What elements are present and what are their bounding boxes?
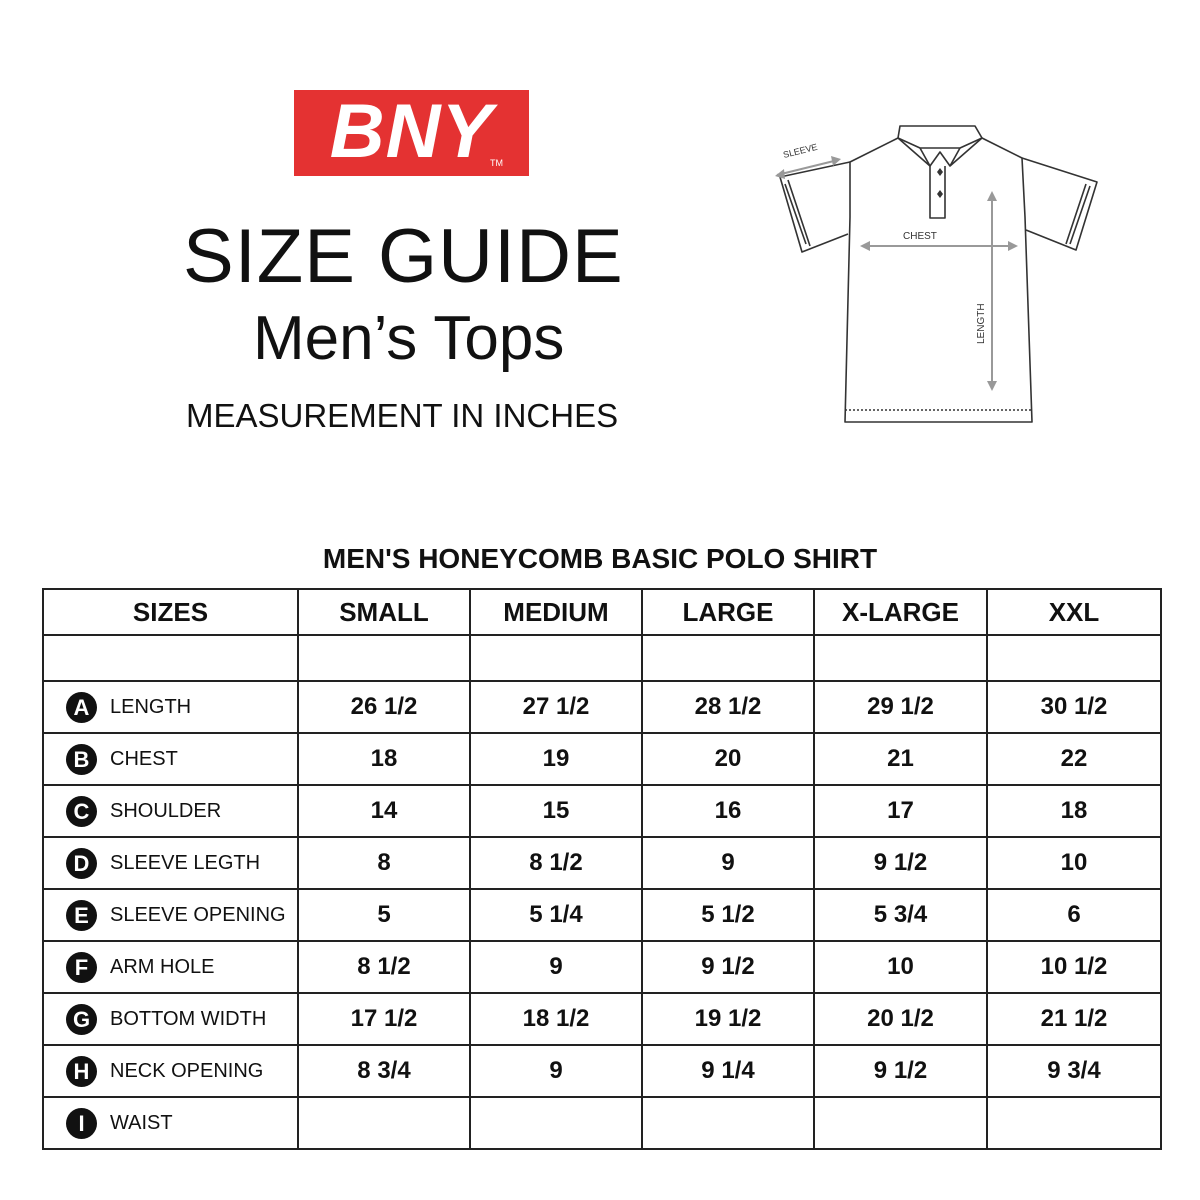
table-cell: 8 1/2 [470,837,642,889]
table-row [43,681,1161,733]
table-cell: 20 1/2 [814,993,987,1045]
table-cell: 5 1/4 [470,889,642,941]
table-cell: 6 [987,889,1161,941]
brand-logo [294,90,529,176]
table-header-row [43,589,1161,635]
measurement-label [43,681,298,733]
polo-shirt-diagram [770,122,1110,432]
table-cell: 27 1/2 [470,681,642,733]
table-cell [470,1097,642,1149]
logo-text: BNY [329,89,494,174]
letter-badge: F [66,952,97,983]
column-header: LARGE [642,589,814,635]
measurement-label [43,889,298,941]
table-cell: 18 [987,785,1161,837]
table-cell: 5 3/4 [814,889,987,941]
label-text: ARM HOLE [110,956,215,978]
empty-row [43,635,1161,681]
table-cell: 15 [470,785,642,837]
table-cell: 8 3/4 [298,1045,470,1097]
table-cell: 9 1/2 [814,1045,987,1097]
letter-badge: A [66,692,97,723]
table-cell: 30 1/2 [987,681,1161,733]
table-cell: 5 [298,889,470,941]
column-header: XXL [987,589,1161,635]
column-header: X-LARGE [814,589,987,635]
label-text: BOTTOM WIDTH [110,1008,267,1030]
table-cell: 21 [814,733,987,785]
letter-badge: G [66,1004,97,1035]
measurement-label [43,837,298,889]
table-cell: 8 1/2 [298,941,470,993]
table-row [43,733,1161,785]
measurement-label [43,1097,298,1149]
table-cell: 10 [987,837,1161,889]
letter-badge: E [66,900,97,931]
table-cell: 9 3/4 [987,1045,1161,1097]
column-header: MEDIUM [470,589,642,635]
table-cell: 21 1/2 [987,993,1161,1045]
measurement-label [43,785,298,837]
letter-badge: D [66,848,97,879]
table-cell: 10 1/2 [987,941,1161,993]
sleeve-label: SLEEVE [782,141,819,160]
page-title: SIZE GUIDE [183,214,624,299]
table-cell: 28 1/2 [642,681,814,733]
table-row [43,941,1161,993]
column-header: SIZES [43,589,298,635]
table-cell: 19 1/2 [642,993,814,1045]
table-cell: 9 1/4 [642,1045,814,1097]
table-cell: 17 [814,785,987,837]
trademark-mark: TM [490,158,503,168]
table-cell: 17 1/2 [298,993,470,1045]
table-cell: 5 1/2 [642,889,814,941]
label-text: LENGTH [110,696,192,718]
label-text: NECK OPENING [110,1060,264,1082]
table-cell: 16 [642,785,814,837]
measurement-label [43,1045,298,1097]
size-table [42,588,1162,1150]
table-cell: 18 1/2 [470,993,642,1045]
label-text: WAIST [110,1112,173,1134]
table-title: MEN'S HONEYCOMB BASIC POLO SHIRT [322,543,878,574]
unit-note: MEASUREMENT IN INCHES [186,397,619,434]
table-cell [298,1097,470,1149]
label-text: SLEEVE OPENING [110,904,286,926]
measurement-label [43,941,298,993]
table-cell: 9 [470,941,642,993]
chest-label: CHEST [903,231,937,242]
table-cell [642,1097,814,1149]
table-cell: 22 [987,733,1161,785]
length-label: LENGTH [976,303,987,344]
table-cell: 29 1/2 [814,681,987,733]
table-cell: 10 [814,941,987,993]
letter-badge: H [66,1056,97,1087]
table-cell: 9 [642,837,814,889]
letter-badge: B [66,744,97,775]
measurement-label [43,993,298,1045]
letter-badge: I [66,1108,97,1139]
measurement-label [43,733,298,785]
label-text: SHOULDER [110,800,222,822]
table-cell: 26 1/2 [298,681,470,733]
column-header: SMALL [298,589,470,635]
letter-badge: C [66,796,97,827]
table-row [43,889,1161,941]
table-cell: 14 [298,785,470,837]
table-row [43,837,1161,889]
page-subtitle: Men’s Tops [253,304,565,373]
table-row [43,785,1161,837]
table-cell: 19 [470,733,642,785]
table-cell: 9 1/2 [814,837,987,889]
table-cell: 8 [298,837,470,889]
table-row [43,1097,1161,1149]
table-cell: 9 [470,1045,642,1097]
table-cell [814,1097,987,1149]
label-text: SLEEVE LEGTH [110,852,261,874]
table-cell: 9 1/2 [642,941,814,993]
label-text: CHEST [110,748,178,770]
table-row [43,993,1161,1045]
table-row [43,1045,1161,1097]
table-cell: 20 [642,733,814,785]
table-cell [987,1097,1161,1149]
table-cell: 18 [298,733,470,785]
